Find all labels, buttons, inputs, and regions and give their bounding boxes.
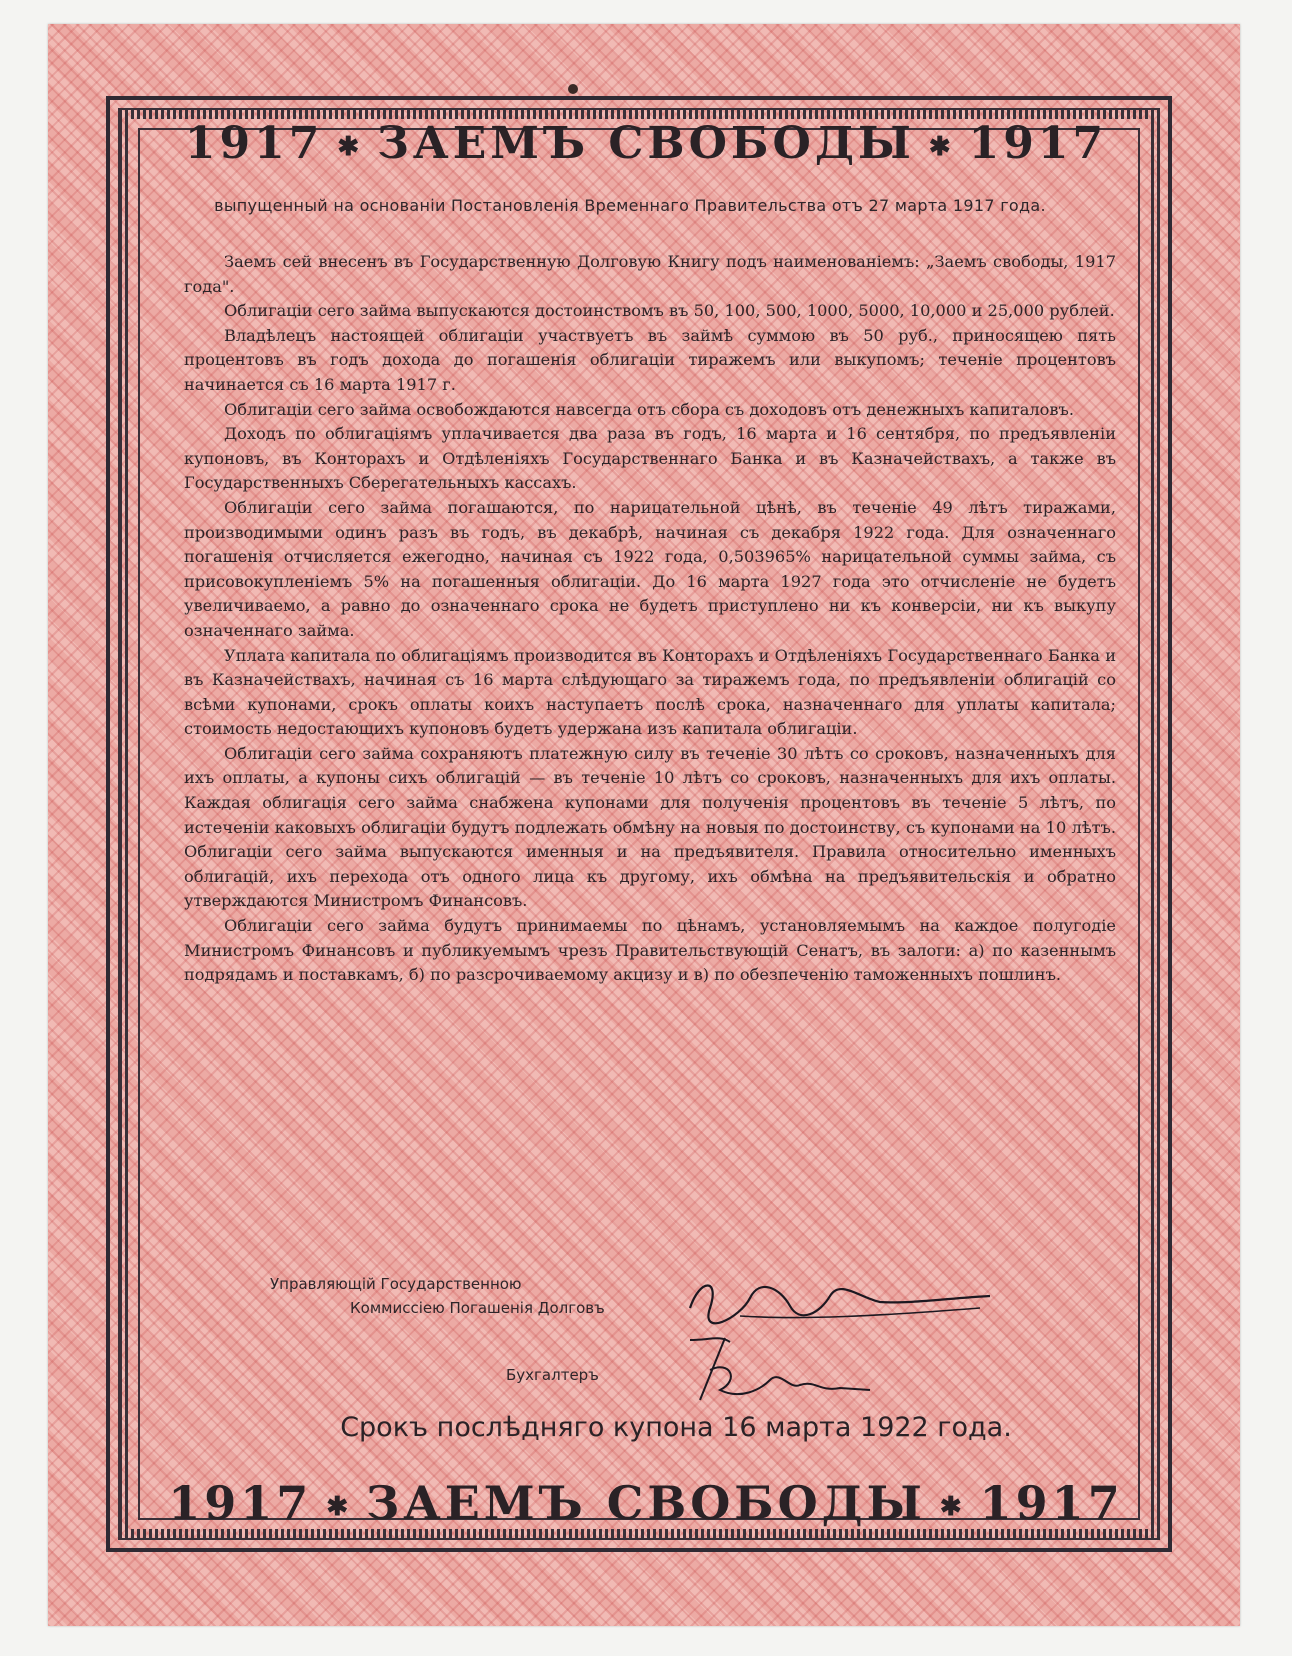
paragraph: Доходъ по облигаціямъ уплачивается два раза въ годъ, 16 марта и 16 сентября, по предъявленіи купоновъ, въ Конторахъ и Отдѣленіяхъ Государственнаго Банка и въ Казначействахъ, а также въ Государственныхъ Сберегательныхъ кассахъ.: [184, 424, 1116, 493]
star-separator-icon: ✱: [939, 1492, 966, 1522]
paragraph: Заемъ сей внесенъ въ Государственную Долговую Книгу подъ наименованіемъ: „Заемъ свободы, 1917 года".: [184, 252, 1116, 296]
coupon-deadline-text: Срокъ послѣдняго купона 16 марта 1922 года.: [340, 1412, 1012, 1443]
star-separator-icon: ✱: [928, 131, 955, 162]
title-top-year-left: 1917: [184, 118, 324, 169]
title-bottom: [0, 1476, 1292, 1530]
decree-subtitle: выпущенный на основаніи Постановленія Временнаго Правительства отъ 27 марта 1917 года.: [214, 196, 1046, 215]
bookkeeper-signature: [680, 1330, 880, 1410]
paragraph: Облигаціи сего займа освобождаются навсегда отъ сбора съ доходовъ отъ денежныхъ капиталовъ.: [224, 399, 1074, 419]
title-top-year-right: 1917: [968, 118, 1108, 169]
title-bottom-name: ЗАЕМЪ СВОБОДЫ: [366, 1476, 926, 1530]
bookkeeper-label: Бухгалтеръ: [506, 1366, 599, 1384]
punch-hole: [568, 84, 578, 94]
signoff-block: [270, 1272, 605, 1320]
star-separator-icon: ✱: [326, 1492, 353, 1522]
bond-terms-text: [184, 250, 1116, 988]
paragraph: Облигаціи сего займа сохраняютъ платежную силу въ теченіе 30 лѣтъ со сроковъ, назначенныхъ для ихъ оплаты, а купоны сихъ облигацій — въ теченіе 10 лѣтъ со сроковъ, назначенныхъ для ихъ оплаты. Каждая облигація сего займа снабжена купонами для полученія процентовъ въ теченіе 5 лѣтъ, по истеченіи каковыхъ облигаціи будутъ подлежать обмѣну на новыя по достоинству, съ купонами на 10 лѣтъ. Облигаціи сего займа выпускаются именныя и на предъявителя. Правила относительно именныхъ облигацій, ихъ перехода отъ одного лица къ другому, ихъ обмѣна на предъявительскія и обратно утверждаются Министромъ Финансовъ.: [184, 743, 1116, 911]
paragraph: Облигаціи сего займа будутъ принимаемы по цѣнамъ, установляемымъ на каждое полугодіе Министромъ Финансовъ и публикуемымъ чрезъ Правительствующій Сенатъ, въ залоги: а) по казеннымъ подрядамъ и поставкамъ, б) по разсрочиваемому акцизу и в) по обезпеченію таможенныхъ пошлинъ.: [184, 916, 1116, 985]
title-bottom-year-right: 1917: [979, 1476, 1124, 1530]
title-top: [0, 118, 1292, 169]
title-top-name: ЗАЕМЪ СВОБОДЫ: [377, 118, 915, 169]
paragraph: Облигаціи сего займа погашаются, по нарицательной цѣнѣ, въ теченіе 49 лѣтъ тиражами, производимыми одинъ разъ въ годъ, въ декабрѣ, начиная съ декабря 1922 года. Для означеннаго погашенія отчисляется ежегодно, начиная съ 1922 года, 0,503965% нарицательной суммы займа, съ присовокупленіемъ 5% на погашенныя облигаціи. До 16 марта 1927 года это отчисленіе не будетъ увеличиваемо, а равно до означеннаго срока не будетъ приступлено ни къ конверсіи, ни къ выкупу означеннаго займа.: [184, 497, 1116, 640]
title-bottom-year-left: 1917: [168, 1476, 313, 1530]
paragraph: Облигаціи сего займа выпускаются достоинствомъ въ 50, 100, 500, 1000, 5000, 10,000 и 25,000 рублей.: [224, 301, 1115, 321]
coupon-deadline: [0, 1412, 1292, 1443]
paragraph: Владѣлецъ настоящей облигаціи участвуетъ въ займѣ суммою въ 50 руб., приносящею пять процентовъ въ годъ дохода до погашенія облигаціи тиражемъ или выкупомъ; теченіе процентовъ начинается съ 16 марта 1917 г.: [184, 325, 1116, 394]
star-separator-icon: ✱: [337, 131, 364, 162]
paragraph: Уплата капитала по облигаціямъ производится въ Конторахъ и Отдѣленіяхъ Государственнаго Банка и въ Казначействахъ, начиная съ 16 марта слѣдующаго за тиражемъ года, по предъявленіи облигацій со всѣми купонами, срокъ оплаты коихъ наступаетъ послѣ срока, назначеннаго для уплаты капитала; стоимость недостающихъ купоновъ будетъ удержана изъ капитала облигаціи.: [184, 645, 1116, 739]
signoff-line-1: Управляющій Государственною: [270, 1275, 522, 1293]
manager-signature: [680, 1268, 1000, 1338]
signoff-line-2: Коммиссіею Погашенія Долговъ: [350, 1299, 605, 1317]
